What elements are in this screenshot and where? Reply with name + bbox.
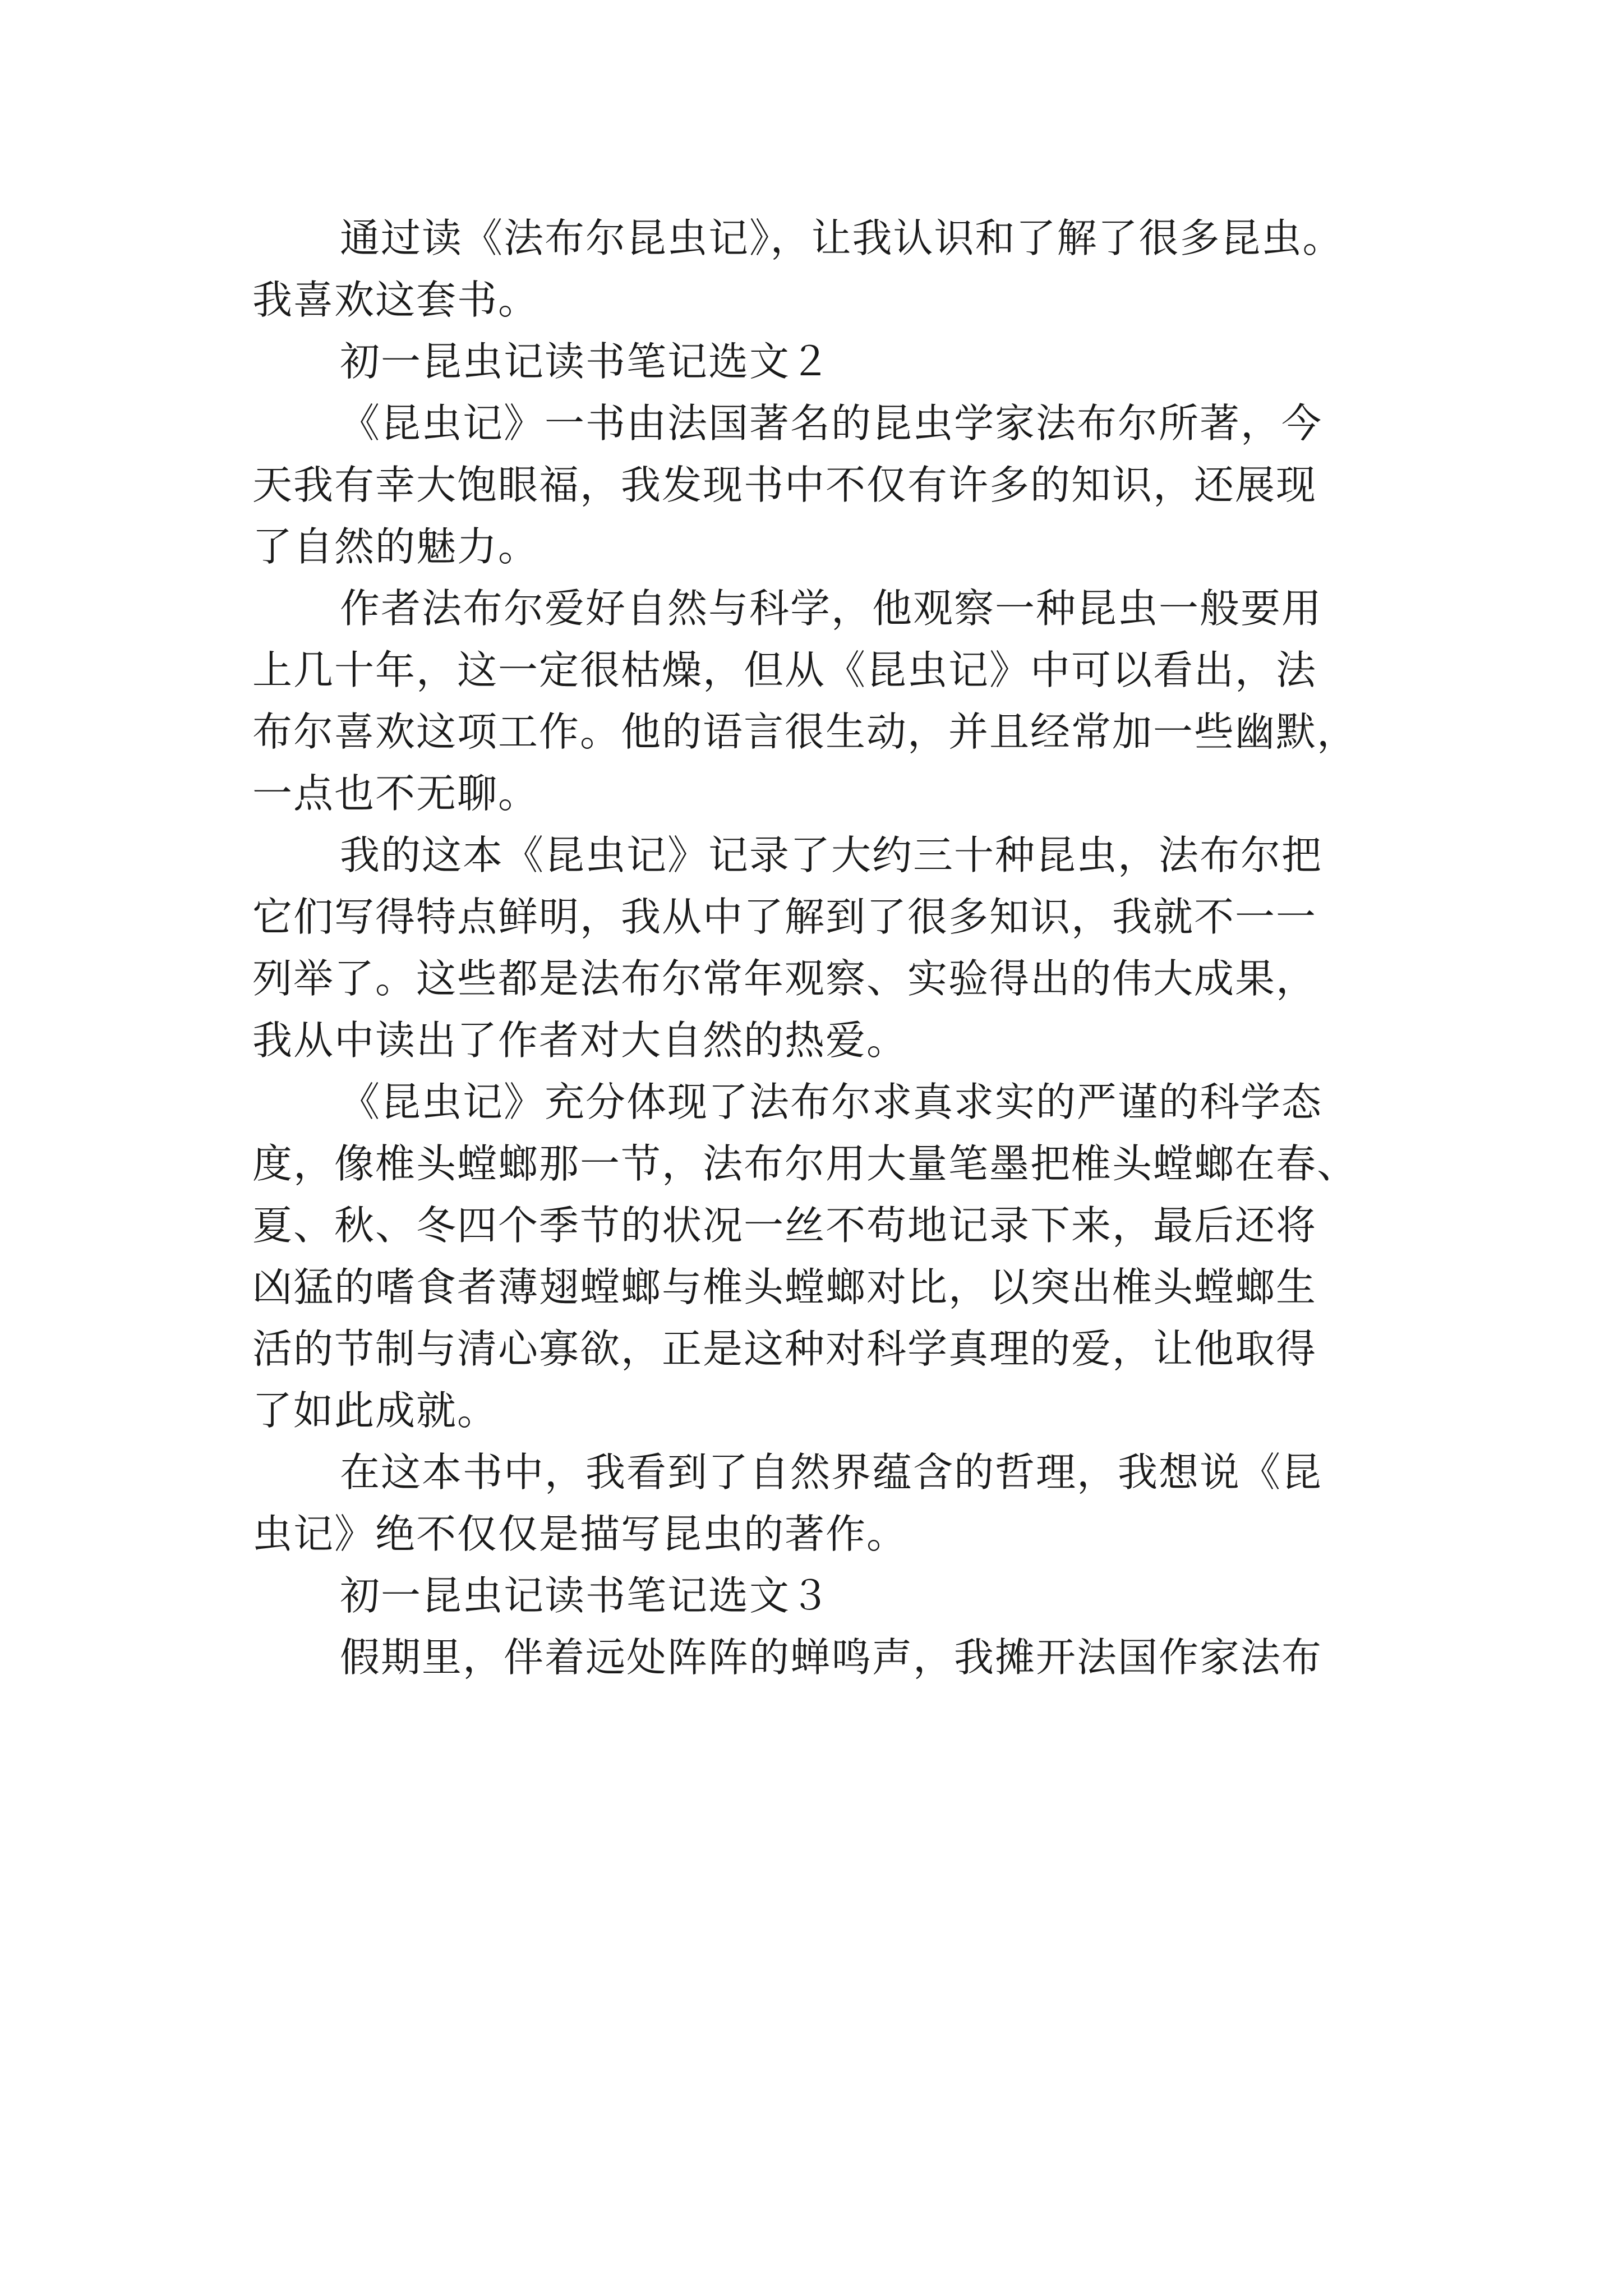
paragraph-line: 夏、秋、冬四个季节的状况一丝不苟地记录下来，最后还将 [252, 1202, 1317, 1249]
paragraph-line: 列举了。这些都是法布尔常年观察、实验得出的伟大成果， [252, 955, 1317, 1002]
paragraph-line: 我的这本《昆虫记》记录了大约三十种昆虫，法布尔把 [340, 832, 1323, 878]
paragraph-line: 在这本书中，我看到了自然界蕴含的哲理，我想说《昆 [340, 1449, 1323, 1496]
section-heading: 初一昆虫记读书笔记选文２ [340, 338, 832, 385]
paragraph-line: 上几十年，这一定很枯燥，但从《昆虫记》中可以看出，法 [252, 647, 1317, 693]
paragraph-line: 《昆虫记》充分体现了法布尔求真求实的严谨的科学态 [340, 1079, 1323, 1125]
section-heading: 初一昆虫记读书笔记选文３ [340, 1572, 832, 1619]
paragraph-line: 天我有幸大饱眼福，我发现书中不仅有许多的知识，还展现 [252, 462, 1317, 508]
paragraph-line: 虫记》绝不仅仅是描写昆虫的著作。 [252, 1511, 908, 1557]
paragraph-line: 一点也不无聊。 [252, 770, 540, 817]
paragraph-line: 它们写得特点鲜明，我从中了解到了很多知识，我就不一一 [252, 894, 1317, 940]
paragraph-line: 通过读《法布尔昆虫记》，让我认识和了解了很多昆虫。 [340, 215, 1344, 261]
paragraph-line: 布尔喜欢这项工作。他的语言很生动，并且经常加一些幽默， [252, 708, 1358, 755]
paragraph-line: 度，像椎头螳螂那一节，法布尔用大量笔墨把椎头螳螂在春、 [252, 1140, 1358, 1187]
paragraph-line: 了如此成就。 [252, 1387, 499, 1434]
paragraph-line: 了自然的魅力。 [252, 523, 540, 570]
paragraph-line: 假期里，伴着远处阵阵的蝉鸣声，我摊开法国作家法布 [340, 1634, 1323, 1681]
paragraph-line: 《昆虫记》一书由法国著名的昆虫学家法布尔所著，今 [340, 400, 1323, 447]
paragraph-line: 活的节制与清心寡欲，正是这种对科学真理的爱，让他取得 [252, 1326, 1317, 1372]
paragraph-line: 凶猛的嗜食者薄翅螳螂与椎头螳螂对比，以突出椎头螳螂生 [252, 1264, 1317, 1310]
document-page [252, 208, 1385, 1688]
paragraph-line: 作者法布尔爱好自然与科学，他观察一种昆虫一般要用 [340, 585, 1323, 632]
paragraph-line: 我喜欢这套书。 [252, 277, 540, 323]
paragraph-line: 我从中读出了作者对大自然的热爱。 [252, 1017, 908, 1064]
